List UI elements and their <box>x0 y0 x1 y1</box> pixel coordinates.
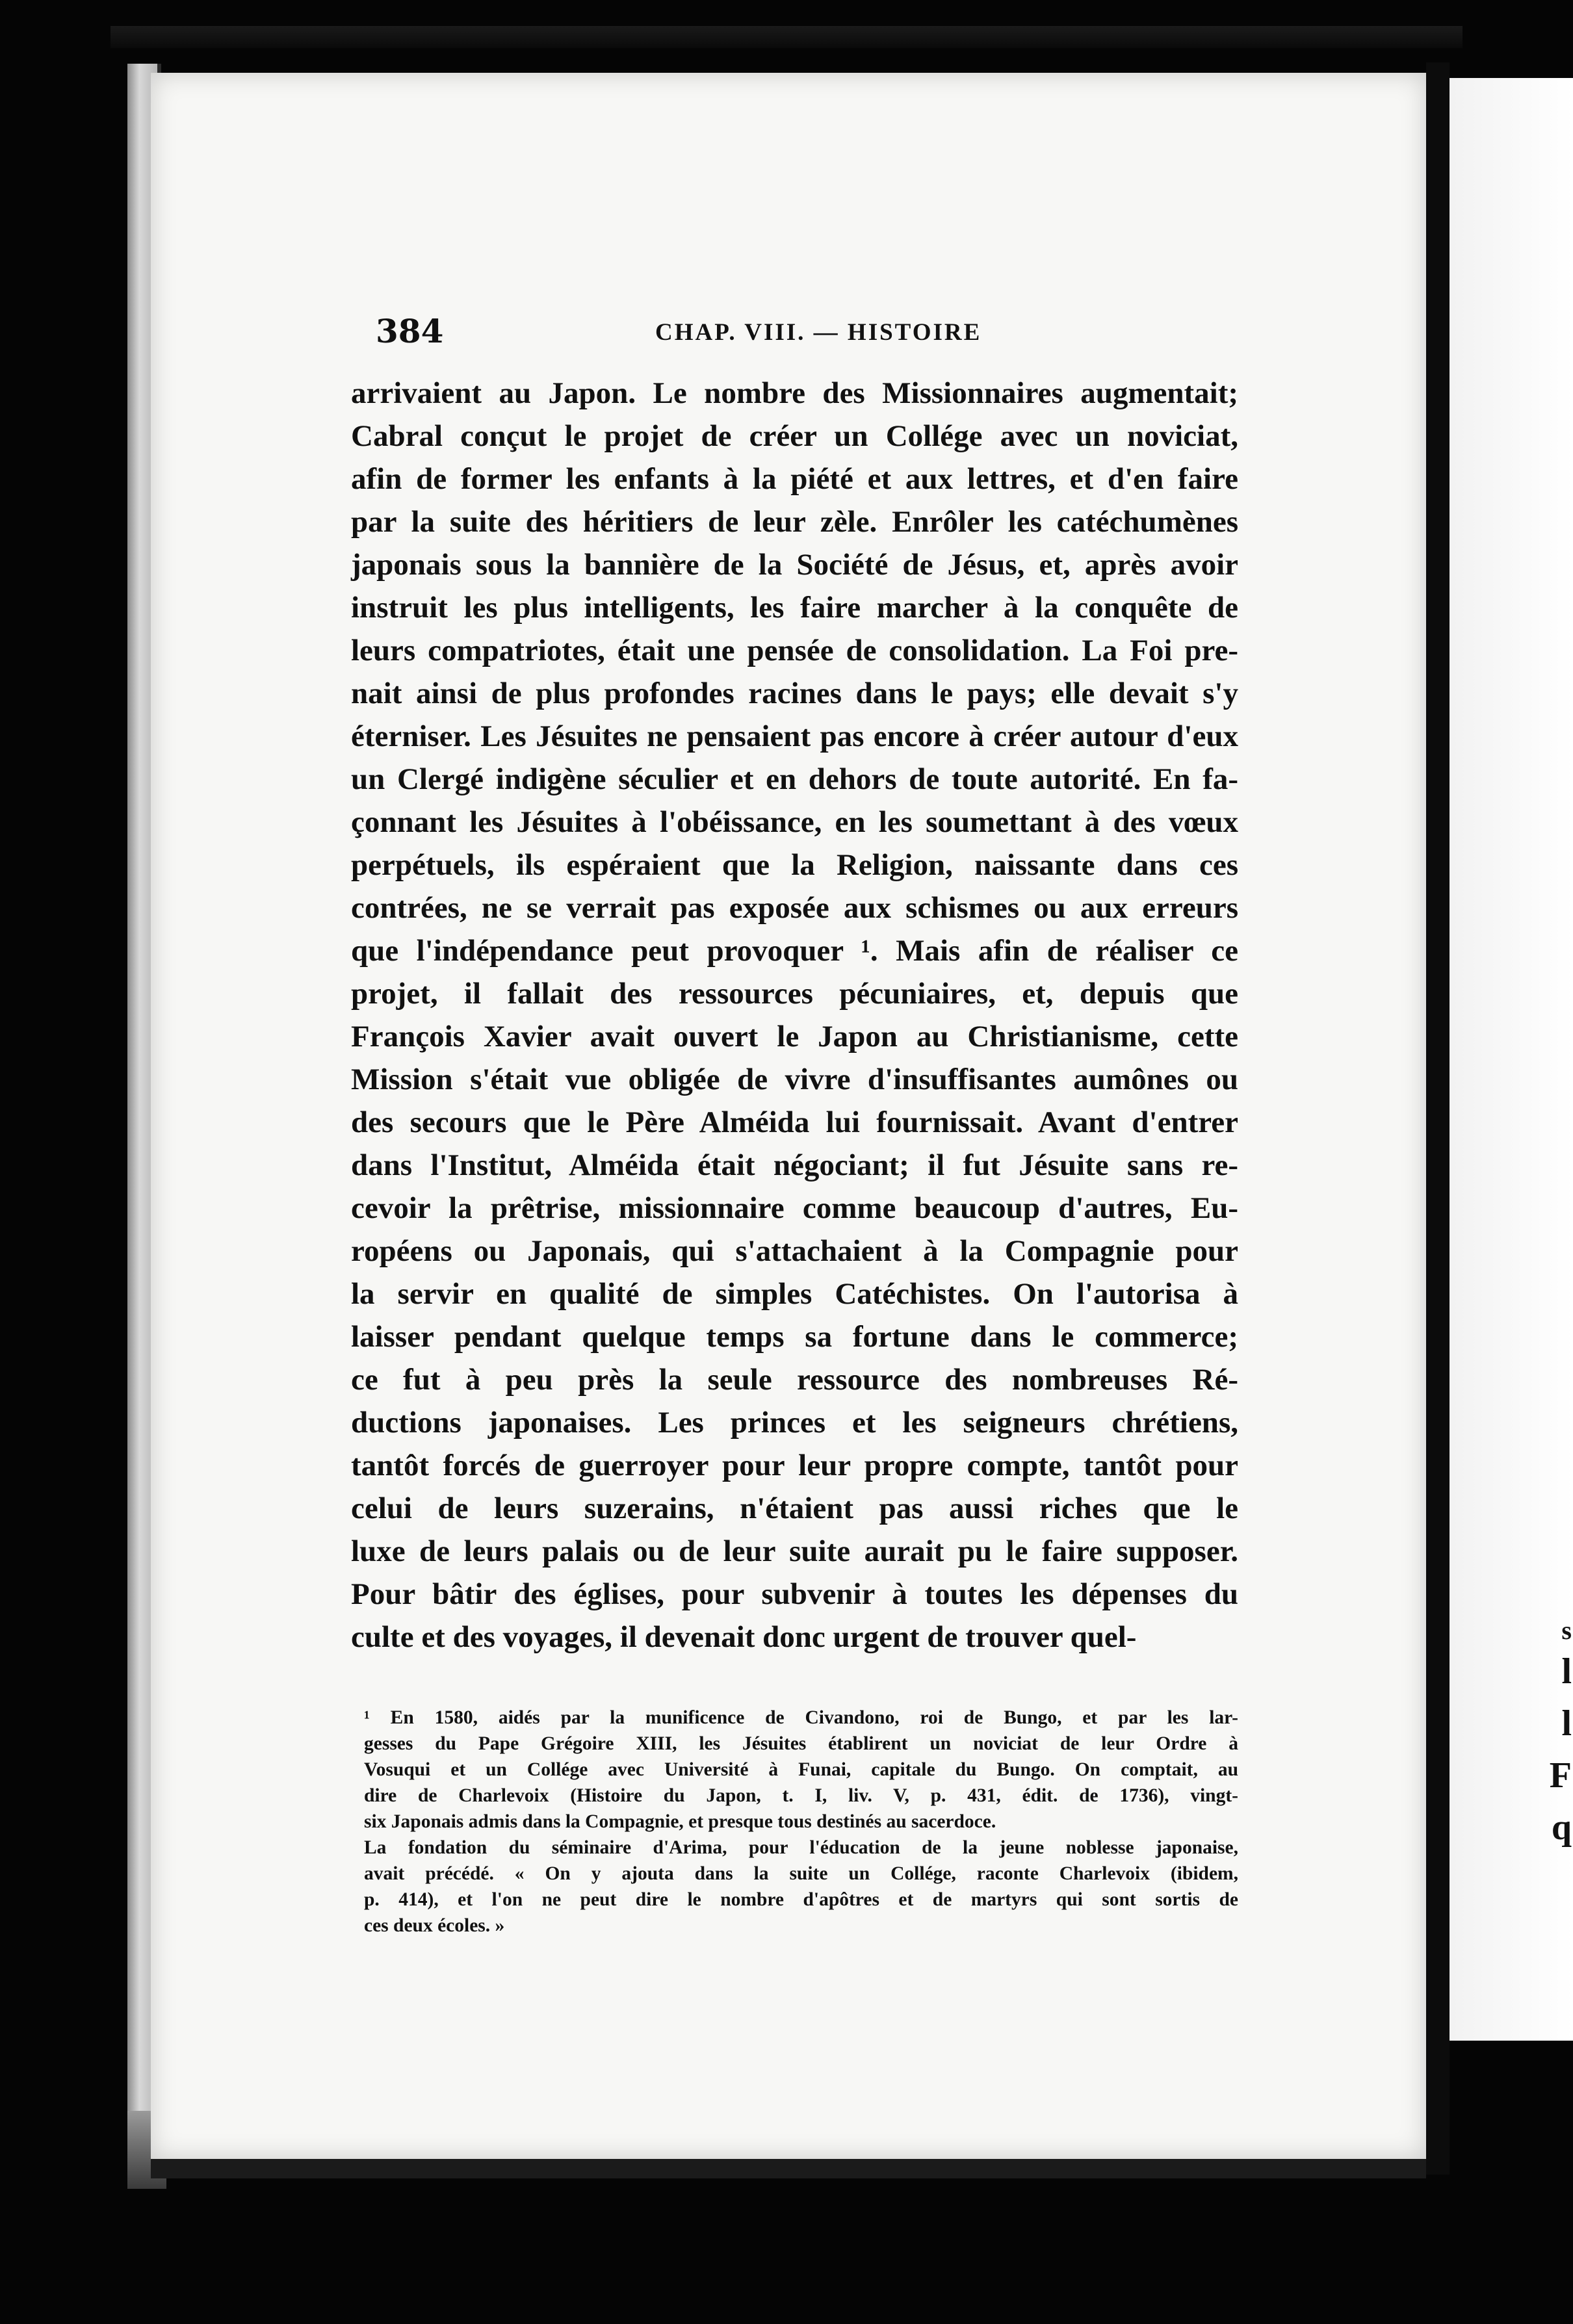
footnote-line: dire de Charlevoix (Histoire du Japon, t. I, liv. V, p. 431, édit. de 1736), vingt- <box>364 1785 1238 1806</box>
running-head: CHAP. VIII. — HISTOIRE <box>655 319 982 346</box>
body-line: dans l'Institut, Alméida était négociant; il fut Jésuite sans re- <box>351 1148 1238 1182</box>
body-line: Cabral conçut le projet de créer un Collége avec un noviciat, <box>351 419 1238 453</box>
body-line: éterniser. Les Jésuites ne pensaient pas encore à créer autour d'eux <box>351 719 1238 753</box>
body-line: des secours que le Père Alméida lui fournissait. Avant d'entrer <box>351 1105 1238 1139</box>
page-gutter <box>1426 62 1450 2175</box>
body-line: par la suite des héritiers de leur zèle. Enrôler les catéchumènes <box>351 505 1238 539</box>
body-line: leurs compatriotes, était une pensée de consolidation. La Foi pre- <box>351 634 1238 667</box>
body-line: laisser pendant quelque temps sa fortune dans le commerce; <box>351 1320 1238 1354</box>
body-line: projet, il fallait des ressources pécuniaires, et, depuis que <box>351 977 1238 1011</box>
body-line: un Clergé indigène séculier et en dehors de toute autorité. En fa- <box>351 762 1238 796</box>
body-text <box>351 372 1238 1659</box>
footnote-line: p. 414), et l'on ne peut dire le nombre d'apôtres et de martyrs qui sont sortis de <box>364 1889 1238 1910</box>
footnote-line: six Japonais admis dans la Compagnie, et presque tous destinés au sacerdoce. <box>364 1811 996 1832</box>
body-line: Mission s'était vue obligée de vivre d'insuffisantes aumônes ou <box>351 1063 1238 1096</box>
body-line: contrées, ne se verrait pas exposée aux schismes ou aux erreurs <box>351 891 1238 925</box>
body-line: la servir en qualité de simples Catéchistes. On l'autorisa à <box>351 1277 1238 1311</box>
footnote-line: avait précédé. « On y ajouta dans la suite un Collége, raconte Charlevoix (ibidem, <box>364 1863 1238 1884</box>
adjacent-page-fragment: F <box>1549 1755 1572 1796</box>
body-line: François Xavier avait ouvert le Japon au Christianisme, cette <box>351 1020 1238 1053</box>
body-line: tantôt forcés de guerroyer pour leur propre compte, tantôt pour <box>351 1449 1238 1482</box>
body-line: çonnant les Jésuites à l'obéissance, en les soumettant à des vœux <box>351 805 1238 839</box>
adjacent-page-fragment: q <box>1551 1807 1572 1848</box>
body-line: ce fut à peu près la seule ressource des nombreuses Ré- <box>351 1363 1238 1397</box>
page-header <box>351 312 1238 364</box>
adjacent-page-fragment: l <box>1561 1651 1572 1692</box>
body-line: nait ainsi de plus profondes racines dans le pays; elle devait s'y <box>351 677 1238 710</box>
body-line: cevoir la prêtrise, missionnaire comme beaucoup d'autres, Eu- <box>351 1191 1238 1225</box>
footnote-line: La fondation du séminaire d'Arima, pour l'éducation de la jeune noblesse japonaise, <box>364 1837 1238 1858</box>
body-line: arrivaient au Japon. Le nombre des Missionnaires augmentait; <box>351 376 1238 410</box>
adjacent-page-fragment: l <box>1561 1703 1572 1744</box>
footnote-line: gesses du Pape Grégoire XIII, les Jésuites établirent un noviciat de leur Ordre à <box>364 1733 1238 1754</box>
body-line: luxe de leurs palais ou de leur suite aurait pu le faire supposer. <box>351 1534 1238 1568</box>
footnote-line: ¹ En 1580, aidés par la munificence de Civandono, roi de Bungo, et par les lar- <box>364 1707 1238 1728</box>
body-line: ductions japonaises. Les princes et les seigneurs chrétiens, <box>351 1406 1238 1440</box>
body-line: afin de former les enfants à la piété et aux lettres, et d'en faire <box>351 462 1238 496</box>
adjacent-page-fragment: s <box>1561 1616 1572 1645</box>
body-line: japonais sous la bannière de la Société de Jésus, et, après avoir <box>351 548 1238 582</box>
page-content <box>351 312 1238 1936</box>
footnotes <box>364 1705 1238 1939</box>
body-line: celui de leurs suzerains, n'étaient pas aussi riches que le <box>351 1491 1238 1525</box>
previous-page-edge <box>110 26 1462 48</box>
body-line: ropéens ou Japonais, qui s'attachaient à la Compagnie pour <box>351 1234 1238 1268</box>
adjacent-page <box>1450 78 1573 2041</box>
body-line: instruit les plus intelligents, les faire marcher à la conquête de <box>351 591 1238 625</box>
footnote-line: Vosuqui et un Collége avec Université à Funai, capitale du Bungo. On comptait, au <box>364 1759 1238 1780</box>
page-number: 384 <box>376 312 444 350</box>
body-line: que l'indépendance peut provoquer ¹. Mais afin de réaliser ce <box>351 934 1238 968</box>
body-line: culte et des voyages, il devenait donc urgent de trouver quel- <box>351 1620 1137 1654</box>
page-bottom-edge <box>151 2159 1426 2178</box>
body-line: Pour bâtir des églises, pour subvenir à toutes les dépenses du <box>351 1577 1238 1611</box>
body-line: perpétuels, ils espéraient que la Religion, naissante dans ces <box>351 848 1238 882</box>
footnote-line: ces deux écoles. » <box>364 1915 505 1936</box>
